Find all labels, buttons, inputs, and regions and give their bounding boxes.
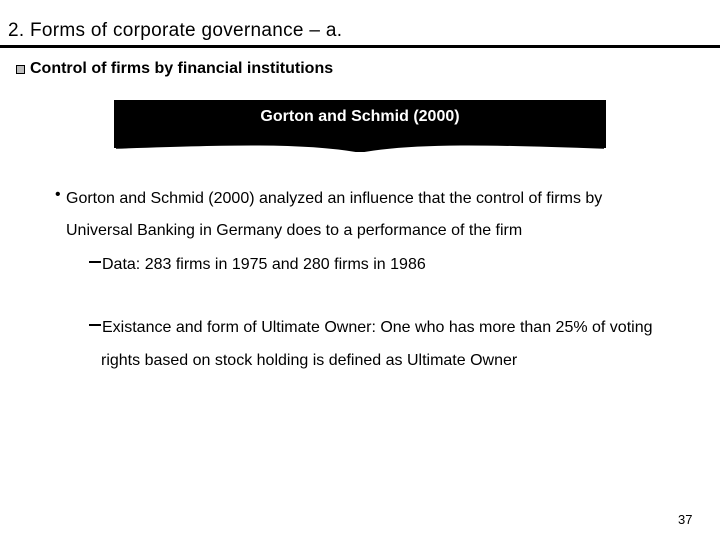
banner-label: Gorton and Schmid (2000) [260, 108, 460, 125]
bullet-icon: • [55, 186, 61, 203]
sub-bullet-owner-text: Existance and form of Ultimate Owner: One who has more than 25% of voting [102, 319, 653, 336]
square-bullet-icon [16, 65, 25, 74]
bullet-line-1: Gorton and Schmid (2000) analyzed an influence that the control of firms by [66, 190, 603, 207]
section-heading-text: Control of firms by financial institutions [30, 60, 334, 77]
bullet-line-2: Universal Banking in Germany does to a performance of the firm [66, 222, 523, 239]
reference-banner [114, 100, 606, 152]
dash-icon [89, 324, 101, 326]
sub-bullet-owner [89, 319, 653, 337]
slide-title: 2. Forms of corporate governance – a. [8, 20, 343, 41]
dash-icon [89, 261, 101, 263]
sub-bullet-owner-line-2: rights based on stock holding is defined as Ultimate Owner [101, 352, 518, 369]
page-number: 37 [678, 512, 693, 527]
sub-bullet-data-text: Data: 283 firms in 1975 and 280 firms in 1986 [102, 256, 426, 273]
sub-bullet-data [89, 256, 426, 274]
section-heading [16, 60, 333, 78]
title-divider [0, 45, 720, 48]
